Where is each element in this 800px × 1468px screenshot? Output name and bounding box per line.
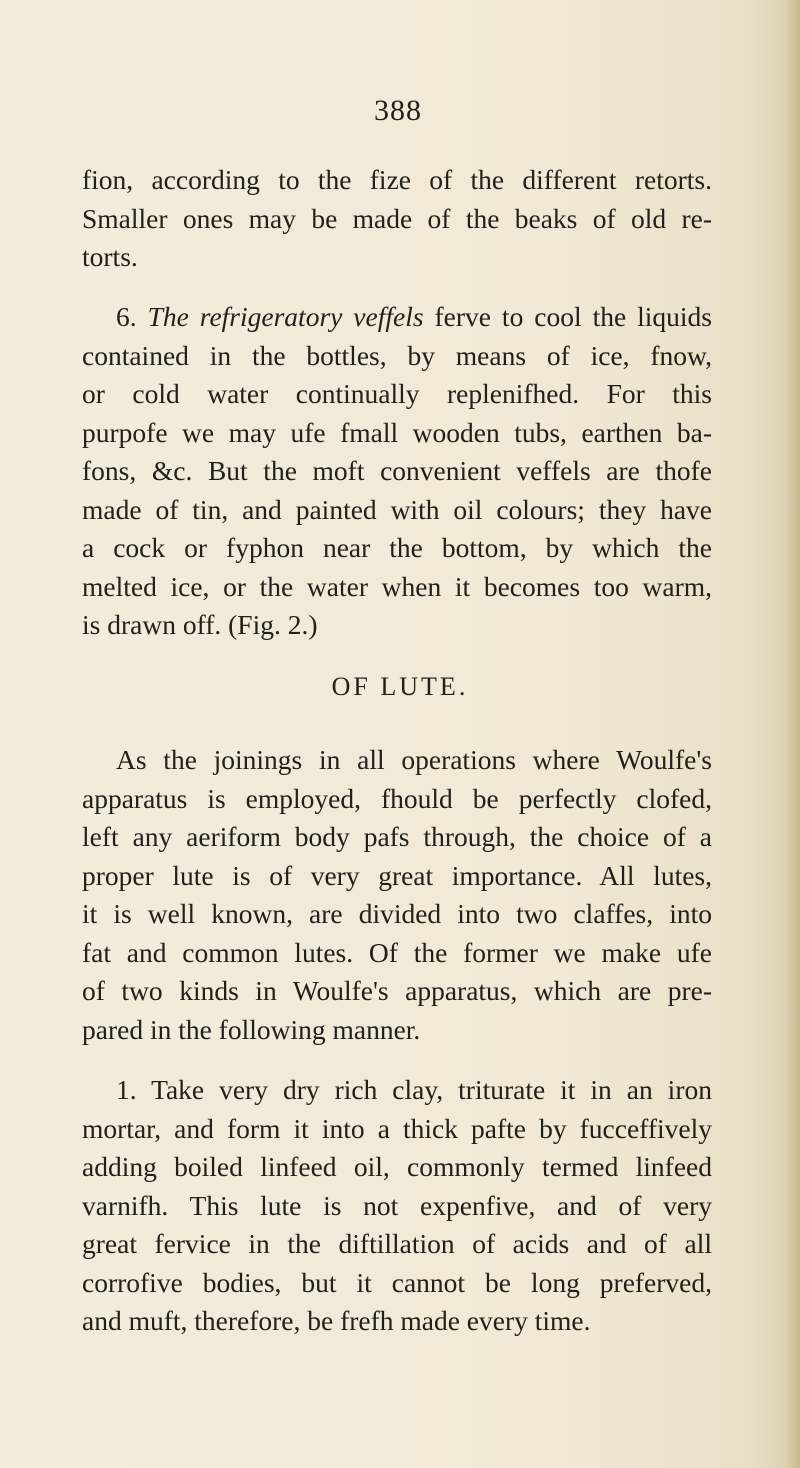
text-line: corrofive bodies, but it cannot be long preferved, — [82, 1266, 712, 1298]
item-number: 6. — [116, 301, 137, 332]
text-line: torts. — [82, 241, 138, 272]
text-line: Smaller ones may be made of the beaks of old re- — [82, 202, 712, 234]
text-line: 1. Take very dry rich clay, triturate it in an iron — [116, 1074, 712, 1105]
text-line: apparatus is employed, fhould be perfectly clofed, — [82, 782, 712, 814]
text-line: varnifh. This lute is not expenfive, and of very — [82, 1189, 712, 1221]
text-line: and muft, therefore, be frefh made every time. — [82, 1305, 591, 1336]
page-edge-shadow — [786, 0, 800, 1468]
text-line: it is well known, are divided into two claffes, into — [82, 898, 712, 929]
text-line: fat and common lutes. Of the former we make ufe — [82, 936, 712, 968]
text-fragment: ferve to cool the liquids — [434, 301, 712, 332]
text-line: made of tin, and painted with oil colours; they have — [82, 493, 712, 525]
text-line: left any aeriform body pafs through, the choice of a — [82, 821, 712, 852]
text-line: melted ice, or the water when it becomes too warm, — [82, 570, 712, 602]
text-line: mortar, and form it into a thick pafte by fucceffively — [82, 1112, 712, 1144]
paragraph-retorts — [82, 161, 712, 277]
page-number: 388 — [374, 94, 422, 127]
text-line: fion, according to the fize of the different retorts. — [82, 164, 712, 195]
text-line: a cock or fyphon near the bottom, by which the — [82, 532, 712, 563]
text-line: great fervice in the diftillation of acids and of all — [82, 1228, 712, 1259]
text-line: adding boiled linfeed oil, commonly termed linfeed — [82, 1151, 712, 1182]
paragraph-clay-lute — [82, 1071, 712, 1341]
paragraph-lute-intro — [82, 741, 712, 1049]
section-heading: OF LUTE. — [331, 672, 469, 701]
text-line: fons, &c. But the moft convenient veffels are thofe — [82, 455, 712, 486]
text-line: contained in the bottles, by means of ice, fnow, — [82, 339, 712, 371]
text-line: or cold water continually replenifhed. For this — [82, 378, 712, 409]
paragraph-refrigeratory-vessels — [82, 298, 712, 645]
italic-term: The refrigeratory veffels — [147, 301, 424, 332]
text-line: purpofe we may ufe fmall wooden tubs, earthen ba- — [82, 416, 712, 448]
text-line: proper lute is of very great importance. All lutes, — [82, 859, 712, 891]
text-line: is drawn off. (Fig. 2.) — [82, 609, 318, 640]
text-line — [82, 298, 712, 337]
text-line: of two kinds in Woulfe's apparatus, which are pre- — [82, 975, 712, 1006]
text-line: pared in the following manner. — [82, 1013, 421, 1045]
text-line: As the joinings in all operations where Woulfe's — [116, 744, 712, 775]
